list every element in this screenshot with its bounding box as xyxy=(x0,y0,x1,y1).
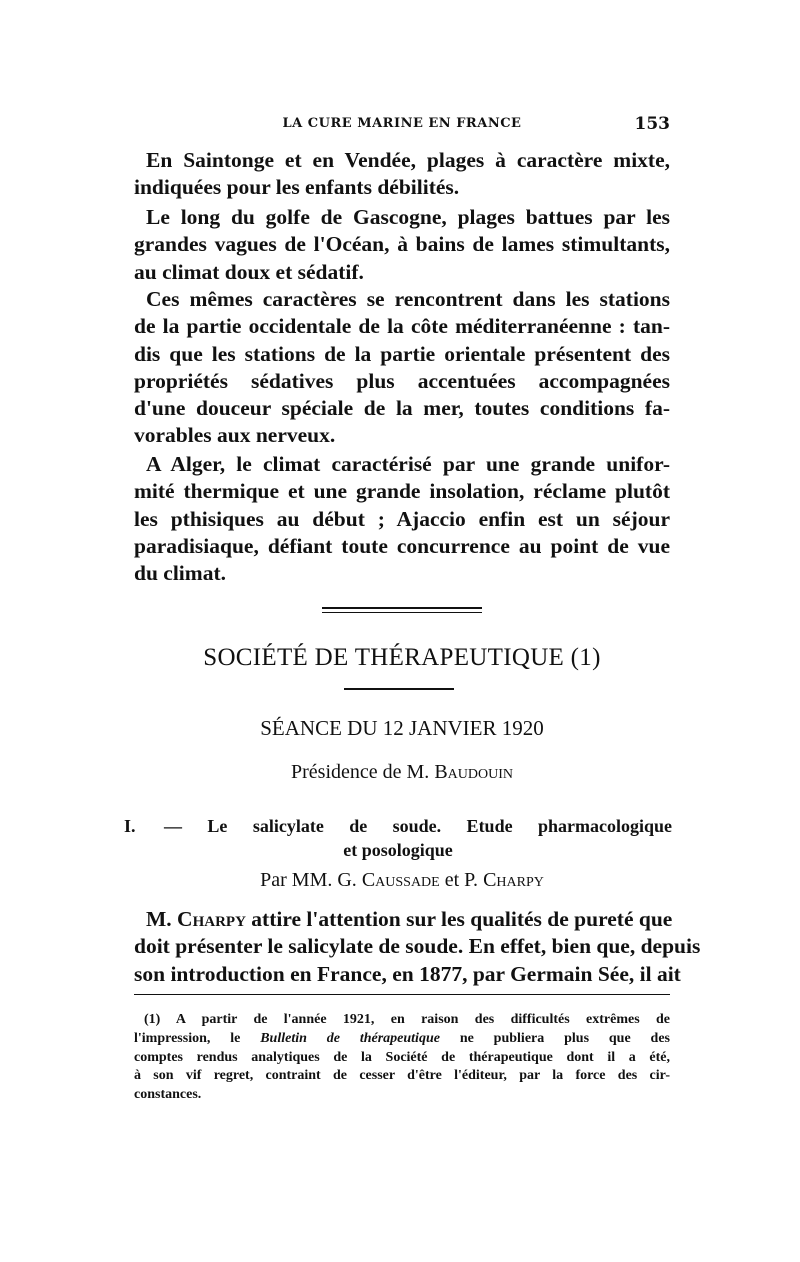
text-fragment: ne publiera plus que des xyxy=(439,1030,670,1046)
presidence-line xyxy=(134,761,670,784)
paragraph-gascogne xyxy=(134,204,670,286)
text-line: paradisiaque, défiant toute concurrence au point de vue xyxy=(134,533,670,558)
authors-middle: et P. xyxy=(439,869,484,891)
text-line: En Saintonge et en Vendée, plages à caractère mixte, xyxy=(146,148,670,172)
running-head-title: LA CURE MARINE EN FRANCE xyxy=(282,116,522,131)
footnote-line: constances. xyxy=(134,1087,202,1103)
footnote-line: (1) A partir de l'année 1921, en raison des difficultés extrêmes de xyxy=(144,1012,670,1027)
text-line: grandes vagues de l'Océan, à bains de lames stimultants, xyxy=(134,232,670,257)
section-divider-rule xyxy=(322,607,482,609)
seance-heading: SÉANCE DU 12 JANVIER 1920 xyxy=(260,716,544,740)
text-line: vorables aux nerveux. xyxy=(134,423,336,448)
item-title-line: et posologique xyxy=(343,840,453,860)
text-line: indiquées pour les enfants débilités. xyxy=(134,175,460,200)
item-number: I. xyxy=(124,816,136,836)
author-name: Charpy xyxy=(483,869,544,891)
text-line: au climat doux et sédatif. xyxy=(134,259,364,284)
text-line: dis que les stations de la partie orientale présentent des xyxy=(134,341,670,366)
paragraph-alger xyxy=(134,451,670,587)
authors-prefix: Par MM. G. xyxy=(260,869,362,891)
paragraph-charpy xyxy=(134,906,701,988)
footnote xyxy=(134,1011,670,1105)
text-line: Ces mêmes caractères se rencontrent dans les stations xyxy=(146,287,670,311)
text-line: son introduction en France, en 1877, par Germain Sée, il ait xyxy=(134,961,681,986)
text-line: propriétés sédatives plus accentuées accompagnées xyxy=(134,368,670,393)
section-divider-rule xyxy=(322,612,482,613)
journal-title: Bulletin de thérapeutique xyxy=(260,1030,440,1046)
authors-line xyxy=(134,869,670,892)
president-name: Baudouin xyxy=(434,761,513,783)
footnote-line: à son vif regret, contraint de cesser d'être l'éditeur, par la force des cir- xyxy=(134,1068,670,1084)
text-line xyxy=(134,906,673,933)
text-line: doit présenter le salicylate de soude. En effet, bien que, depuis xyxy=(134,934,701,959)
text-fragment: l'impression, le xyxy=(134,1030,261,1046)
footnote-line xyxy=(134,1030,670,1049)
item-title-line: — Le salicylate de soude. Etude pharmacologique xyxy=(164,816,672,836)
text-line: Le long du golfe de Gascogne, plages battues par les xyxy=(146,205,670,229)
society-heading: SOCIÉTÉ DE THÉRAPEUTIQUE (1) xyxy=(203,644,601,671)
text-line: mité thermique et une grande insolation, réclame plutôt xyxy=(134,479,670,504)
page-number: 153 xyxy=(634,114,670,134)
paragraph-mediterranee xyxy=(134,286,670,450)
footnote-rule xyxy=(134,994,670,995)
heading-rule xyxy=(344,688,454,690)
text-fragment: attire l'attention sur les qualités de pureté que xyxy=(245,907,673,931)
text-line: du climat. xyxy=(134,561,226,586)
footnote-line: comptes rendus analytiques de la Société de thérapeutique dont il a été, xyxy=(134,1049,670,1065)
text-line: A Alger, le climat caractérisé par une grande unifor- xyxy=(146,452,670,476)
running-head xyxy=(134,116,670,140)
paragraph-saintonge xyxy=(134,147,670,202)
text-line: de la partie occidentale de la côte méditerranéenne : tan- xyxy=(134,314,670,339)
text-line: d'une douceur spéciale de la mer, toutes conditions fa- xyxy=(134,396,670,421)
author-name: Caussade xyxy=(361,869,440,891)
speaker-name: Charpy xyxy=(177,907,246,931)
presidence-prefix: Présidence de M. xyxy=(291,761,435,783)
text-line: les pthisiques au début ; Ajaccio enfin est un séjour xyxy=(134,506,670,531)
speaker-prefix: M. xyxy=(146,907,178,931)
